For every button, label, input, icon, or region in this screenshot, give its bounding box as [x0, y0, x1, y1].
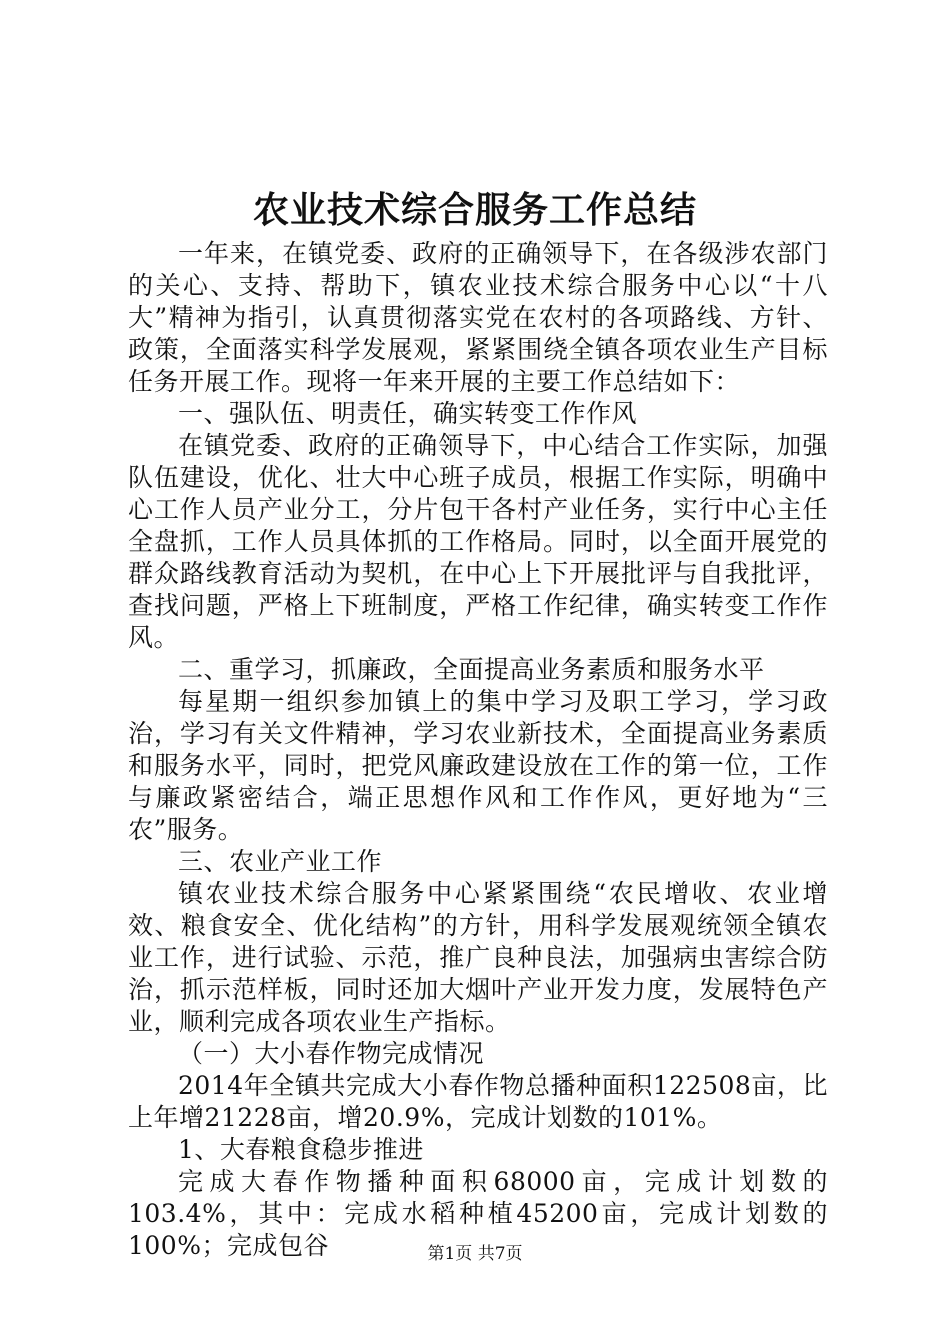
page-number-footer: 第1页 共7页 — [427, 1244, 523, 1264]
paragraph-section-1: 在镇党委、政府的正确领导下，中心结合工作实际，加强队伍建设，优化、壮大中心班子成员，根据工作实际，明确中心工作人员产业分工，分片包干各村产业任务，实行中心主任全盘抓，工作人员具体抓的工作格局。同时，以全面开展党的群众路线教育活动为契机，在中心上下开展批评与自我批评，查找问题，严格上下班制度，严格工作纪律，确实转变工作作风。 — [128, 431, 828, 652]
subsection-heading-1: （一）大小春作物完成情况 — [178, 1039, 485, 1068]
paragraph-section-2: 每星期一组织参加镇上的集中学习及职工学习，学习政治，学习有关文件精神，学习农业新技术，全面提高业务素质和服务水平，同时，把党风廉政建设放在工作的第一位，工作与廉政紧密结合，端正思想作风和工作作风，更好地为“三农”服务。 — [128, 687, 828, 844]
paragraph-section-3: 镇农业技术综合服务中心紧紧围绕“农民增收、农业增效、粮食安全、优化结构”的方针，用科学发展观统领全镇农业工作，进行试验、示范，推广良种良法，加强病虫害综合防治，抓示范样板，同时还加大烟叶产业开发力度，发展特色产业，顺利完成各项农业生产指标。 — [128, 879, 828, 1036]
paragraph-item-1: 完成大春作物播种面积68000亩，完成计划数的103.4%，其中：完成水稻种植45200亩，完成计划数的100%；完成包谷 — [128, 1167, 828, 1260]
document-body — [128, 238, 828, 1262]
section-heading-1: 一、强队伍、明责任，确实转变工作作风 — [178, 399, 638, 428]
section-heading-3: 三、农业产业工作 — [178, 847, 383, 876]
document-title: 农业技术综合服务工作总结 — [252, 189, 697, 231]
section-heading-2: 二、重学习，抓廉政，全面提高业务素质和服务水平 — [178, 655, 765, 684]
paragraph-subsection-1: 2014年全镇共完成大小春作物总播种面积122508亩，比上年增21228亩，增20.9%，完成计划数的101%。 — [128, 1071, 828, 1132]
paragraph-intro: 一年来，在镇党委、政府的正确领导下，在各级涉农部门的关心、支持、帮助下，镇农业技术综合服务中心以“十八大”精神为指引，认真贯彻落实党在农村的各项路线、方针、政策，全面落实科学发展观，紧紧围绕全镇各项农业生产目标任务开展工作。现将一年来开展的主要工作总结如下： — [128, 239, 828, 396]
item-heading-1: 1、大春粮食稳步推进 — [178, 1135, 424, 1164]
